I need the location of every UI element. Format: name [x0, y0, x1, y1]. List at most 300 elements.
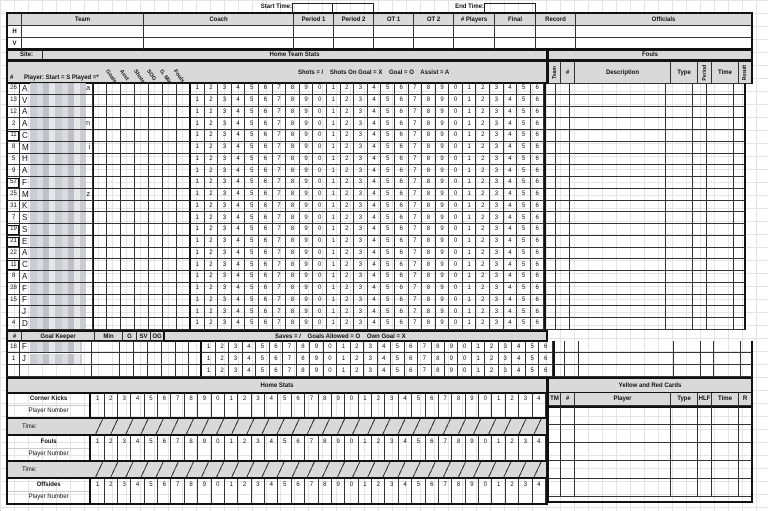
save-cell[interactable]: 1 [337, 365, 350, 377]
foul-cell[interactable] [666, 189, 693, 201]
player-number[interactable]: 22 [6, 248, 20, 260]
stat-cell[interactable]: 4 [399, 479, 412, 503]
shot-cell[interactable]: 4 [368, 142, 382, 154]
foul-cell[interactable] [544, 306, 556, 318]
stat-cell[interactable]: 4 [131, 393, 144, 417]
shot-cell[interactable]: 3 [490, 189, 504, 201]
shot-cell[interactable]: 5 [517, 165, 531, 177]
stat-cell[interactable] [149, 306, 163, 318]
shot-cell[interactable]: 0 [313, 283, 327, 295]
shot-cell[interactable]: 6 [259, 318, 273, 330]
save-cell[interactable]: 6 [270, 341, 283, 353]
shot-cell[interactable]: 3 [218, 236, 232, 248]
shot-cell[interactable]: 2 [205, 295, 219, 307]
gk-stat-cell[interactable] [92, 341, 120, 353]
shot-cell[interactable]: 6 [259, 83, 273, 95]
shot-cell[interactable]: 0 [449, 271, 463, 283]
gk-stat-cell[interactable] [134, 353, 148, 365]
stat-cell[interactable] [177, 177, 191, 189]
shot-cell[interactable]: 1 [327, 224, 341, 236]
shot-cell[interactable]: 4 [504, 271, 518, 283]
foul-cell[interactable] [570, 306, 666, 318]
shot-cell[interactable]: 1 [463, 118, 477, 130]
shot-cell[interactable]: 1 [327, 165, 341, 177]
stat-cell[interactable]: 4 [533, 436, 546, 460]
shot-cell[interactable]: 1 [191, 224, 205, 236]
foul-cell[interactable] [556, 165, 570, 177]
shot-cell[interactable]: 5 [517, 224, 531, 236]
stat-cell[interactable] [135, 283, 149, 295]
stat-cell[interactable] [107, 318, 121, 330]
shot-cell[interactable]: 8 [422, 283, 436, 295]
shot-cell[interactable]: 1 [191, 95, 205, 107]
shot-cell[interactable]: 9 [436, 107, 450, 119]
shot-cell[interactable]: 9 [436, 130, 450, 142]
shot-cell[interactable]: 6 [531, 224, 545, 236]
shot-cell[interactable]: 1 [191, 165, 205, 177]
shot-cell[interactable]: 5 [245, 201, 259, 213]
shot-cell[interactable]: 7 [273, 236, 287, 248]
stat-cell[interactable] [121, 306, 135, 318]
shot-cell[interactable]: 3 [490, 271, 504, 283]
save-cell[interactable]: 7 [283, 353, 296, 365]
shot-cell[interactable]: 3 [218, 83, 232, 95]
shot-cell[interactable]: 0 [313, 212, 327, 224]
shot-cell[interactable]: 7 [409, 177, 423, 189]
stat-cell[interactable]: 2 [372, 393, 385, 417]
stat-cell[interactable]: 7 [439, 479, 452, 503]
stat-cell[interactable] [177, 212, 191, 224]
shot-cell[interactable]: 3 [218, 248, 232, 260]
shot-cell[interactable]: 6 [531, 306, 545, 318]
shot-cell[interactable]: 3 [490, 142, 504, 154]
shot-cell[interactable]: 6 [395, 318, 409, 330]
stat-cell[interactable] [107, 248, 121, 260]
shot-cell[interactable]: 1 [191, 118, 205, 130]
stat-cell[interactable]: 8 [452, 479, 465, 503]
shot-cell[interactable]: 5 [245, 107, 259, 119]
foul-cell[interactable] [707, 83, 734, 95]
shot-cell[interactable]: 8 [286, 189, 300, 201]
stat-cell[interactable]: 0 [479, 393, 492, 417]
shot-cell[interactable]: 0 [449, 224, 463, 236]
shot-cell[interactable]: 1 [327, 236, 341, 248]
card-cell[interactable] [739, 443, 751, 461]
shot-cell[interactable]: 3 [490, 177, 504, 189]
save-cell[interactable]: 5 [526, 365, 539, 377]
foul-cell[interactable] [556, 318, 570, 330]
stat-cell[interactable]: 4 [399, 436, 412, 460]
shot-cell[interactable]: 9 [436, 165, 450, 177]
stat-cell[interactable] [93, 142, 107, 154]
stat-cell[interactable]: 1 [492, 436, 505, 460]
shot-cell[interactable]: 8 [422, 165, 436, 177]
shot-cell[interactable]: 6 [531, 154, 545, 166]
stat-cell[interactable] [107, 130, 121, 142]
save-cell[interactable]: 2 [485, 341, 498, 353]
foul-cell[interactable] [707, 95, 734, 107]
shot-cell[interactable]: 5 [381, 236, 395, 248]
shot-cell[interactable]: 4 [232, 212, 246, 224]
stat-cell[interactable] [177, 283, 191, 295]
shot-cell[interactable]: 7 [273, 165, 287, 177]
stat-cell[interactable] [163, 130, 177, 142]
stat-cell[interactable] [163, 165, 177, 177]
stat-cell[interactable] [93, 118, 107, 130]
stat-cell[interactable] [177, 259, 191, 271]
shot-cell[interactable]: 4 [504, 95, 518, 107]
shot-cell[interactable]: 4 [232, 154, 246, 166]
shot-cell[interactable]: 4 [504, 236, 518, 248]
stat-cell[interactable]: 1 [492, 393, 505, 417]
stat-cell[interactable] [135, 212, 149, 224]
foul-cell[interactable] [693, 142, 707, 154]
shot-cell[interactable]: 6 [395, 259, 409, 271]
stat-cell[interactable] [121, 130, 135, 142]
shot-cell[interactable]: 8 [286, 165, 300, 177]
shot-cell[interactable]: 3 [218, 154, 232, 166]
stat-cell[interactable]: 1 [225, 393, 238, 417]
shot-cell[interactable]: 2 [476, 142, 490, 154]
shot-cell[interactable]: 3 [354, 154, 368, 166]
foul-cell[interactable] [565, 341, 579, 353]
shot-cell[interactable]: 2 [205, 165, 219, 177]
foul-cell[interactable] [570, 118, 666, 130]
foul-cell[interactable] [544, 295, 556, 307]
stat-cell[interactable]: 4 [265, 393, 278, 417]
stat-cell[interactable]: 6 [426, 393, 439, 417]
foul-cell[interactable] [741, 341, 753, 353]
stat-cell[interactable] [163, 212, 177, 224]
foul-cell[interactable] [553, 353, 565, 365]
stat-cell[interactable]: 3 [519, 479, 532, 503]
shot-cell[interactable]: 5 [245, 189, 259, 201]
shot-cell[interactable]: 7 [273, 201, 287, 213]
shot-cell[interactable]: 9 [300, 154, 314, 166]
shot-cell[interactable]: 1 [191, 306, 205, 318]
save-cell[interactable]: 8 [297, 341, 310, 353]
gk-stat-cell[interactable] [134, 365, 148, 377]
shot-cell[interactable]: 5 [517, 271, 531, 283]
shot-cell[interactable]: 3 [490, 306, 504, 318]
foul-cell[interactable] [741, 353, 753, 365]
gk-stat-cell[interactable] [176, 365, 190, 377]
stat-cell[interactable] [93, 212, 107, 224]
shot-cell[interactable]: 5 [245, 271, 259, 283]
stat-cell[interactable]: 0 [212, 479, 225, 503]
stat-cell[interactable]: 6 [292, 436, 305, 460]
shot-cell[interactable]: 5 [381, 212, 395, 224]
stat-cell[interactable]: 4 [131, 479, 144, 503]
shot-cell[interactable]: 1 [463, 259, 477, 271]
save-cell[interactable]: 1 [472, 353, 485, 365]
shot-cell[interactable]: 5 [381, 177, 395, 189]
shot-cell[interactable]: 3 [490, 201, 504, 213]
shot-cell[interactable]: 6 [531, 107, 545, 119]
shot-cell[interactable]: 7 [273, 154, 287, 166]
gk-stat-cell[interactable] [176, 353, 190, 365]
shot-cell[interactable]: 8 [286, 236, 300, 248]
save-cell[interactable]: 9 [310, 353, 323, 365]
foul-cell[interactable] [693, 283, 707, 295]
stat-cell[interactable]: 1 [492, 479, 505, 503]
shot-cell[interactable]: 3 [490, 165, 504, 177]
save-cell[interactable]: 1 [202, 353, 215, 365]
shot-cell[interactable]: 1 [463, 130, 477, 142]
shot-cell[interactable]: 6 [259, 201, 273, 213]
save-cell[interactable]: 9 [445, 365, 458, 377]
stat-cell[interactable] [163, 224, 177, 236]
gk-name-field[interactable]: J [20, 353, 92, 365]
shot-cell[interactable]: 8 [422, 248, 436, 260]
shot-cell[interactable]: 2 [341, 306, 355, 318]
stat-cell[interactable]: 5 [412, 479, 425, 503]
foul-cell[interactable] [707, 177, 734, 189]
shot-cell[interactable]: 1 [191, 201, 205, 213]
shot-cell[interactable]: 9 [436, 154, 450, 166]
shot-cell[interactable]: 7 [409, 165, 423, 177]
shot-cell[interactable]: 6 [259, 142, 273, 154]
foul-cell[interactable] [701, 365, 715, 377]
foul-cell[interactable] [544, 236, 556, 248]
shot-cell[interactable]: 5 [517, 212, 531, 224]
stat-cell[interactable] [93, 259, 107, 271]
stat-cell[interactable] [177, 130, 191, 142]
stat-cell[interactable] [121, 248, 135, 260]
stat-cell[interactable]: 0 [212, 436, 225, 460]
shot-cell[interactable]: 3 [354, 295, 368, 307]
shot-cell[interactable]: 9 [436, 189, 450, 201]
save-cell[interactable]: 0 [324, 341, 337, 353]
stat-cell[interactable]: 2 [105, 393, 118, 417]
foul-cell[interactable] [544, 130, 556, 142]
shot-cell[interactable]: 7 [273, 142, 287, 154]
shot-cell[interactable]: 2 [341, 212, 355, 224]
stat-cell[interactable] [149, 295, 163, 307]
stat-cell[interactable]: 8 [319, 436, 332, 460]
shot-cell[interactable]: 3 [354, 306, 368, 318]
save-cell[interactable]: 6 [405, 353, 418, 365]
shot-cell[interactable]: 4 [504, 107, 518, 119]
shot-cell[interactable]: 3 [218, 259, 232, 271]
shot-cell[interactable]: 1 [327, 154, 341, 166]
shot-cell[interactable]: 6 [395, 83, 409, 95]
stat-cell[interactable] [135, 201, 149, 213]
foul-cell[interactable] [570, 177, 666, 189]
foul-cell[interactable] [570, 271, 666, 283]
shot-cell[interactable]: 6 [395, 236, 409, 248]
stat-cell[interactable]: 3 [118, 393, 131, 417]
save-cell[interactable]: 0 [458, 353, 471, 365]
foul-cell[interactable] [556, 295, 570, 307]
shot-cell[interactable]: 6 [395, 189, 409, 201]
stat-cell[interactable] [121, 95, 135, 107]
shot-cell[interactable]: 3 [490, 107, 504, 119]
stat-cell[interactable] [177, 165, 191, 177]
foul-cell[interactable] [666, 142, 693, 154]
stat-cell[interactable] [135, 318, 149, 330]
shot-cell[interactable]: 4 [232, 118, 246, 130]
save-cell[interactable]: 1 [202, 341, 215, 353]
stat-cell[interactable] [93, 283, 107, 295]
shot-cell[interactable]: 5 [245, 177, 259, 189]
stat-cell[interactable] [149, 95, 163, 107]
stat-cell[interactable] [177, 201, 191, 213]
shot-cell[interactable]: 3 [354, 165, 368, 177]
shot-cell[interactable]: 6 [259, 295, 273, 307]
shot-cell[interactable]: 2 [341, 83, 355, 95]
shot-cell[interactable]: 5 [381, 306, 395, 318]
foul-cell[interactable] [666, 201, 693, 213]
shot-cell[interactable]: 7 [409, 130, 423, 142]
shot-cell[interactable]: 3 [490, 283, 504, 295]
shot-cell[interactable]: 9 [300, 83, 314, 95]
foul-cell[interactable] [666, 248, 693, 260]
shot-cell[interactable]: 6 [531, 283, 545, 295]
shot-cell[interactable]: 7 [273, 248, 287, 260]
shot-cell[interactable]: 2 [341, 107, 355, 119]
shot-cell[interactable]: 1 [191, 236, 205, 248]
stat-cell[interactable] [121, 189, 135, 201]
stat-cell[interactable]: 3 [519, 393, 532, 417]
shot-cell[interactable]: 1 [463, 154, 477, 166]
home-coach-field[interactable] [144, 26, 294, 38]
shot-cell[interactable]: 3 [218, 95, 232, 107]
foul-cell[interactable] [693, 271, 707, 283]
stat-cell[interactable] [107, 107, 121, 119]
shot-cell[interactable]: 4 [368, 271, 382, 283]
stat-cell[interactable]: 1 [91, 393, 104, 417]
player-number[interactable]: 26 [6, 83, 20, 95]
gk-stat-cell[interactable] [148, 341, 162, 353]
shot-cell[interactable]: 6 [259, 130, 273, 142]
stat-cell[interactable]: 0 [345, 393, 358, 417]
shot-cell[interactable]: 1 [327, 189, 341, 201]
player-name-field[interactable]: M z [20, 189, 93, 201]
shot-cell[interactable]: 5 [381, 248, 395, 260]
stat-cell[interactable]: 8 [319, 393, 332, 417]
shot-cell[interactable]: 5 [517, 236, 531, 248]
shot-cell[interactable]: 9 [300, 295, 314, 307]
stat-cell[interactable] [121, 295, 135, 307]
stat-cell[interactable] [149, 318, 163, 330]
shot-cell[interactable]: 0 [449, 259, 463, 271]
shot-cell[interactable]: 1 [463, 95, 477, 107]
shot-cell[interactable]: 8 [422, 271, 436, 283]
shot-cell[interactable]: 6 [531, 248, 545, 260]
shot-cell[interactable]: 0 [449, 295, 463, 307]
shot-cell[interactable]: 9 [436, 248, 450, 260]
shot-cell[interactable]: 7 [409, 248, 423, 260]
stat-cell[interactable]: 3 [519, 436, 532, 460]
stat-cell[interactable] [121, 259, 135, 271]
foul-cell[interactable] [734, 165, 746, 177]
foul-cell[interactable] [707, 236, 734, 248]
shot-cell[interactable]: 4 [504, 118, 518, 130]
shot-cell[interactable]: 4 [368, 177, 382, 189]
stat-cell[interactable]: 0 [212, 393, 225, 417]
shot-cell[interactable]: 2 [476, 224, 490, 236]
shot-cell[interactable]: 3 [490, 95, 504, 107]
shot-cell[interactable]: 4 [504, 318, 518, 330]
stat-cell[interactable] [93, 83, 107, 95]
stat-cell[interactable]: 9 [332, 436, 345, 460]
shot-cell[interactable]: 2 [476, 118, 490, 130]
player-number[interactable]: 28 [6, 283, 20, 295]
foul-cell[interactable] [570, 107, 666, 119]
shot-cell[interactable]: 3 [218, 318, 232, 330]
foul-cell[interactable] [707, 259, 734, 271]
stat-cell[interactable] [149, 201, 163, 213]
stat-cell[interactable] [121, 107, 135, 119]
stat-cell[interactable] [135, 95, 149, 107]
stat-cell[interactable]: 1 [359, 479, 372, 503]
stat-cell[interactable]: 3 [252, 479, 265, 503]
stat-cell[interactable]: 7 [171, 393, 184, 417]
shot-cell[interactable]: 4 [368, 165, 382, 177]
shot-cell[interactable]: 1 [463, 271, 477, 283]
shot-cell[interactable]: 7 [409, 189, 423, 201]
foul-cell[interactable] [570, 212, 666, 224]
foul-cell[interactable] [666, 130, 693, 142]
stat-cell[interactable] [177, 95, 191, 107]
shot-cell[interactable]: 2 [476, 177, 490, 189]
shot-cell[interactable]: 8 [422, 154, 436, 166]
card-cell[interactable] [739, 479, 751, 497]
gk-stat-cell[interactable] [148, 353, 162, 365]
shot-cell[interactable]: 3 [490, 318, 504, 330]
gk-stat-cell[interactable] [162, 341, 176, 353]
save-cell[interactable]: 3 [364, 365, 377, 377]
shot-cell[interactable]: 6 [395, 118, 409, 130]
shot-cell[interactable]: 2 [205, 283, 219, 295]
shot-cell[interactable]: 6 [259, 177, 273, 189]
stat-cell[interactable] [149, 271, 163, 283]
stat-cell[interactable] [93, 201, 107, 213]
foul-cell[interactable] [734, 107, 746, 119]
shot-cell[interactable]: 5 [245, 295, 259, 307]
shot-cell[interactable]: 3 [490, 154, 504, 166]
save-cell[interactable]: 5 [256, 353, 269, 365]
shot-cell[interactable]: 5 [517, 259, 531, 271]
gk-stat-cell[interactable] [162, 353, 176, 365]
shot-cell[interactable]: 0 [313, 236, 327, 248]
shot-cell[interactable]: 6 [259, 271, 273, 283]
foul-cell[interactable] [693, 83, 707, 95]
player-name-field[interactable] [20, 177, 93, 189]
shot-cell[interactable]: 3 [354, 83, 368, 95]
stat-cell[interactable]: 3 [385, 479, 398, 503]
foul-cell[interactable] [693, 189, 707, 201]
stat-cell[interactable] [163, 142, 177, 154]
shot-cell[interactable]: 5 [245, 118, 259, 130]
player-number[interactable]: 5 [6, 154, 20, 166]
shot-cell[interactable]: 8 [286, 118, 300, 130]
shot-cell[interactable]: 9 [300, 271, 314, 283]
foul-cell[interactable] [741, 365, 753, 377]
stat-cell[interactable] [177, 83, 191, 95]
shot-cell[interactable]: 2 [341, 95, 355, 107]
shot-cell[interactable]: 2 [205, 212, 219, 224]
shot-cell[interactable]: 1 [463, 295, 477, 307]
shot-cell[interactable]: 7 [409, 259, 423, 271]
foul-cell[interactable] [707, 130, 734, 142]
shot-cell[interactable]: 1 [191, 154, 205, 166]
shot-cell[interactable]: 5 [381, 318, 395, 330]
shot-cell[interactable]: 1 [327, 118, 341, 130]
stat-cell[interactable] [177, 107, 191, 119]
shot-cell[interactable]: 4 [232, 130, 246, 142]
